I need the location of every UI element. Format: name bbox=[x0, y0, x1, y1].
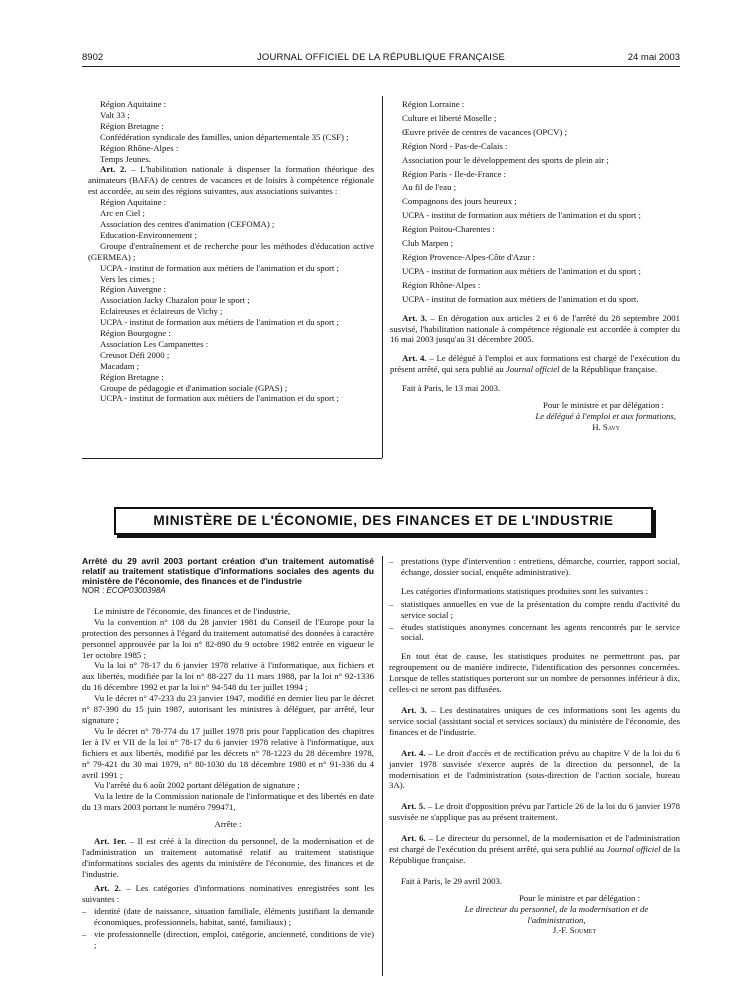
article-label: Art. 5. bbox=[401, 801, 426, 812]
text-line: Région Paris - Ile-de-France : bbox=[402, 168, 506, 179]
article-label: Art. 2. bbox=[94, 882, 121, 893]
article-label: Art. 3. bbox=[402, 312, 428, 323]
article-label: Art. 2. bbox=[100, 164, 127, 175]
list-item: – statistiques annuelles en vue de la présentation du compte rendu d'activité du service social ; bbox=[389, 599, 680, 621]
visa-line: Vu la convention n° 108 du 28 janvier 1981 du Conseil de l'Europe pour la protection des personnes à l'égard du traitement automatisé des données à caractère personnel approuvée par la loi n° 82-890 du 9 octobre 1982 entrée en vigueur le 1er octobre 1985 ; bbox=[82, 616, 374, 660]
list-item: – prestations (type d'intervention : entretiens, démarche, courrier, rapport social, échange, dossier social, enquête administrative). bbox=[389, 556, 680, 578]
text-line: Région Bretagne : bbox=[100, 120, 164, 131]
visa-line: Vu le décret n° 47-233 du 23 janvier 1947, modifié en dernier lieu par le décret n° 87-390 du 15 juin 1987, autorisant les ministres à déléguer, par arrêté, leur signature ; bbox=[82, 693, 374, 725]
text-line: Association pour le développement des sports de plein air ; bbox=[402, 154, 609, 165]
text-line: Groupe de pédagogie et d'animation sociale (GPAS) ; bbox=[100, 382, 288, 393]
page-header bbox=[82, 50, 680, 66]
article-text: de la République française. bbox=[389, 844, 680, 865]
article-5 bbox=[389, 801, 680, 823]
stats-intro: Les catégories d'informations statistiques produites sont les suivantes : bbox=[401, 585, 649, 596]
stats-list bbox=[389, 599, 680, 644]
text-line: Macadam ; bbox=[100, 360, 140, 371]
text-line: Arc en Ciel ; bbox=[100, 208, 145, 219]
text-line: Confédération syndicale des familles, union départementale 35 (CSF) ; bbox=[100, 131, 349, 142]
text-line: Région Rhône-Alpes : bbox=[100, 142, 179, 153]
article-label: Art. 3. bbox=[401, 704, 427, 715]
text-line: Compagnons des jours heureux ; bbox=[402, 196, 517, 207]
text-line: Association Les Campanettes : bbox=[100, 338, 209, 349]
text-line: UCPA - institut de formation aux métiers de l'animation et du sport ; bbox=[100, 317, 339, 328]
text-line: Eclaireuses et éclaireurs de Vichy ; bbox=[100, 306, 223, 317]
article-text: de la République française. bbox=[559, 364, 658, 375]
text-line: Association des centres d'animation (CEFOMA) ; bbox=[100, 218, 275, 229]
text-line: Région Poitou-Charentes : bbox=[402, 224, 495, 235]
article-text: – En dérogation aux articles 2 et 6 de l'arrêté du 28 septembre 2001 susvisé, l'habilitation nationale à compétence régionale est accordée à compter du 16 mai 2003 jusqu'au 31 décembre 2005. bbox=[390, 312, 680, 345]
signatory-role: Le directeur du personnel, de la modernisation et de l'administration, bbox=[464, 903, 649, 925]
visa-line: Vu la loi n° 78-17 du 6 janvier 1978 relative à l'informatique, aux fichiers et aux libertés, modifiée par la loi n° 88-227 du 11 mars 1988, par la loi n° 92-1336 du 16 décembre 1992 et par la loi n° 94-548 du 1er juillet 1994 ; bbox=[82, 660, 374, 693]
text-line: UCPA - institut de formation aux métiers de l'animation et du sport. bbox=[402, 293, 639, 304]
arrete-word: Arrête : bbox=[214, 819, 242, 830]
article-1 bbox=[82, 836, 374, 880]
list-item: – études statistiques anonymes concernant les agents rencontrés par le service social. bbox=[389, 622, 680, 644]
nor-reference: NOR : ECOP0300398A bbox=[82, 586, 166, 595]
text-line: Région Provence-Alpes-Côte d'Azur : bbox=[402, 251, 536, 262]
text-line: Association Jacky Chazalon pour le sport ; bbox=[100, 295, 250, 306]
text-line: Groupe d'entraînement et de recherche pour les méthodes d'éducation active (GERMEA) ; bbox=[88, 240, 374, 262]
article-text: – Le directeur du personnel, de la modernisation et de l'administration est chargé de l'exécution du présent arrêté, qui sera publié au bbox=[389, 833, 680, 855]
information-list-cont bbox=[389, 556, 680, 578]
lower-right-column bbox=[389, 556, 680, 936]
article-4 bbox=[389, 748, 680, 792]
article-label: Art. 4. bbox=[401, 747, 426, 758]
text-line: Creusot Défi 2000 ; bbox=[100, 349, 170, 360]
column-divider bbox=[382, 96, 383, 458]
article-2 bbox=[88, 164, 374, 197]
delegation-line: Pour le ministre et par délégation : bbox=[518, 892, 640, 903]
text-line: Valt 33 ; bbox=[100, 109, 130, 120]
column-divider bbox=[382, 556, 383, 976]
signatory-role: Le délégué à l'emploi et aux formations, bbox=[535, 410, 676, 421]
article-6 bbox=[389, 833, 680, 866]
text-line: UCPA - institut de formation aux métiers de l'animation et du sport ; bbox=[100, 393, 339, 404]
article-text: – Les destinataires uniques de ces informations sont les agents du service social (assistant social et services sociaux) du ministère de l'économie, des finances et de l'industrie. bbox=[389, 704, 680, 737]
text-line: UCPA - institut de formation aux métiers de l'animation et du sport ; bbox=[100, 262, 339, 273]
article-3 bbox=[390, 313, 680, 346]
stats-paragraph: En tout état de cause, les statistiques produites ne permettront pas, par regroupement ou de manière indirecte, l'identification des personnes concernées. Lorsque de telles statistiques porteront sur un nombre de personnes inférieur à dix, celles-ci ne seront pas diffusées. bbox=[389, 651, 680, 695]
text-line: Au fil de l'eau ; bbox=[402, 182, 457, 193]
place-date: Fait à Paris, le 29 avril 2003. bbox=[401, 875, 503, 886]
visa-line: Le ministre de l'économie, des finances et de l'industrie, bbox=[94, 605, 291, 616]
lower-left-column bbox=[82, 556, 374, 952]
text-line: Région Lorraine : bbox=[402, 99, 465, 109]
article-label: Art. 6. bbox=[401, 833, 426, 844]
text-line: Education-Environnement ; bbox=[100, 229, 197, 240]
section-end-rule bbox=[82, 458, 382, 459]
visa-line: Vu le décret n° 78-774 du 17 juillet 1978 pris pour l'application des chapitres Ier à IV et VII de la loi n° 78-17 du 6 janvier 1978 relative à l'informatique, aux fichiers et aux libertés, modifié par les décrets n° 78-1223 du 28 décembre 1978, n° 79-421 du 30 mai 1979, n° 80-1030 du 18 décembre 1980 et n° 91-336 du 4 avril 1991 ; bbox=[82, 725, 374, 780]
delegation-line: Pour le ministre et par délégation : bbox=[542, 400, 664, 411]
article-text: – Il est créé à la direction du personnel, de la modernisation et de l'administration un traitement automatisé relatif au traitement statistique d'informations sociales des agents du ministère de l'économie, des finances et de l'industrie. bbox=[82, 836, 374, 879]
journal-name: Journal officiel bbox=[505, 364, 560, 375]
visa-line: Vu la lettre de la Commission nationale de l'informatique et des libertés en date du 13 mars 2003 portant le numéro 799471, bbox=[82, 791, 374, 813]
list-item: – vie professionnelle (direction, emploi, catégorie, ancienneté, conditions de vie) ; bbox=[82, 929, 374, 951]
text-line: UCPA - institut de formation aux métiers de l'animation et du sport ; bbox=[402, 265, 641, 276]
text-line: Région Aquitaine : bbox=[100, 99, 167, 109]
page-number: 8902 bbox=[82, 52, 104, 63]
text-line: UCPA - institut de formation aux métiers de l'animation et du sport ; bbox=[402, 210, 641, 221]
text-line: Région Auvergne : bbox=[100, 284, 166, 295]
text-line: Club Marpen ; bbox=[402, 238, 454, 249]
text-line: Région Rhône-Alpes : bbox=[402, 279, 481, 290]
article-label: Art. 1er. bbox=[94, 836, 127, 847]
text-line: Temps Jeunes. bbox=[100, 153, 151, 164]
article-text: – Les catégories d'informations nominatives enregistrées sont les suivantes : bbox=[82, 882, 374, 904]
place-date: Fait à Paris, le 13 mai 2003. bbox=[402, 383, 501, 394]
text-line: Région Bretagne : bbox=[100, 371, 164, 382]
journal-name: Journal officiel bbox=[606, 844, 661, 855]
text-line: Œuvre privée de centres de vacances (OPCV) ; bbox=[402, 126, 567, 137]
text-line: Région Bourgogne : bbox=[100, 328, 171, 339]
list-item: – identité (date de naissance, situation familiale, éléments justifiant la demande économiques, professionnels, habitat, santé, familiaux) ; bbox=[82, 906, 374, 928]
article-text: – Le droit d'accès et de rectification prévu au chapitre V de la loi du 6 janvier 1978 susvisée s'exerce auprès de la direction du personnel, de la modernisation et de l'administration (sous-direction de l'action sociale, bureau 3A). bbox=[389, 747, 680, 791]
signatory-name: H. Savy bbox=[592, 421, 620, 432]
signatory-name: J.-F. Soumet bbox=[552, 925, 596, 936]
information-list bbox=[82, 906, 374, 951]
upper-right-column bbox=[390, 99, 680, 433]
journal-title: JOURNAL OFFICIEL DE LA RÉPUBLIQUE FRANÇAISE bbox=[256, 52, 506, 63]
article-3 bbox=[389, 705, 680, 738]
article-text: – Le droit d'opposition prévu par l'article 26 de la loi du 6 janvier 1978 susvisée ne s'applique pas au présent traitement. bbox=[389, 801, 681, 823]
text-line: Région Nord - Pas-de-Calais : bbox=[402, 140, 508, 151]
ministry-banner: MINISTÈRE DE L'ÉCONOMIE, DES FINANCES ET DE L'INDUSTRIE bbox=[114, 507, 653, 535]
article-2 bbox=[82, 883, 374, 905]
article-4 bbox=[390, 353, 680, 375]
article-text: – L'habilitation nationale à dispenser la formation théorique des animateurs (BAFA) de centres de vacances et de loisirs à compétence régionale est accordée, au sein des régions suivantes, aux associations suivantes : bbox=[88, 164, 374, 197]
text-line: Culture et liberté Moselle ; bbox=[402, 112, 497, 123]
upper-left-column bbox=[88, 99, 374, 404]
text-line: Région Aquitaine : bbox=[100, 197, 167, 208]
article-text: – Le délégué à l'emploi et aux formations est chargé de l'exécution du présent arrêté, qui sera publié au bbox=[390, 353, 680, 375]
nor-code: ECOP0300398A bbox=[106, 586, 166, 595]
text-line: Vers les cimes ; bbox=[100, 273, 155, 284]
visa-line: Vu l'arrêté du 6 août 2002 portant délégation de signature ; bbox=[94, 780, 300, 791]
arrete-title: Arrêté du 29 avril 2003 portant création d'un traitement automatisé relatif au traitement statistique d'informations sociales des agents du ministère de l'économie, des finances et de l'industrie bbox=[82, 556, 374, 586]
article-label: Art. 4. bbox=[402, 353, 427, 364]
issue-date: 24 mai 2003 bbox=[627, 52, 680, 63]
header-rule bbox=[82, 66, 680, 67]
